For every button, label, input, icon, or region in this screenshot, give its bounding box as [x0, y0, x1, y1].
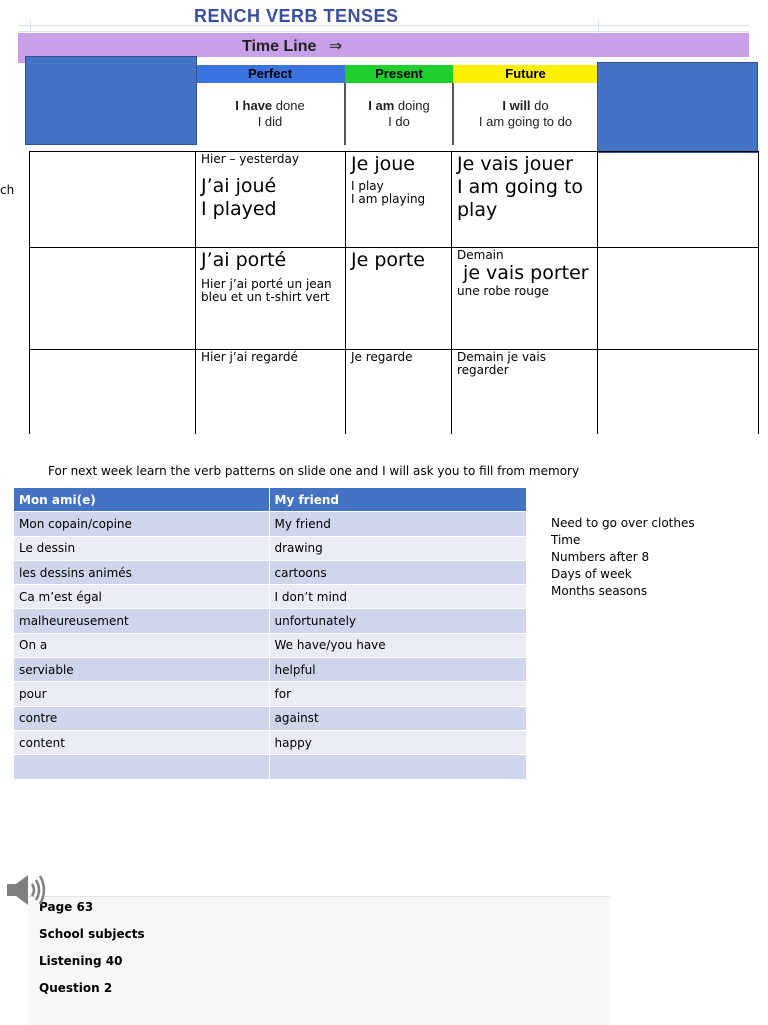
vocab-cell-french: Mon copain/copine	[14, 512, 269, 536]
vocab-cell-french: les dessins animés	[14, 560, 269, 584]
vocab-cell-english: unfortunately	[269, 609, 526, 633]
vocab-cell-english	[269, 755, 526, 779]
verb-row	[30, 152, 759, 248]
vocab-cell-english: helpful	[269, 658, 526, 682]
tense-example-bold: I am	[368, 98, 395, 113]
verb-text-small: Demain	[457, 248, 504, 262]
verb-cell-future	[452, 152, 598, 248]
vocab-cell-french: malheureusement	[14, 609, 269, 633]
verb-text-big: J’ai porté	[201, 249, 287, 271]
verb-text-small: Hier – yesterday	[201, 152, 299, 166]
verb-cell-present	[346, 350, 452, 434]
vocab-row	[14, 706, 526, 730]
verb-row	[30, 350, 759, 434]
vocab-row	[14, 755, 526, 779]
vocab-cell-english: cartoons	[269, 560, 526, 584]
tense-example-perfect	[195, 98, 345, 130]
note-item: Time	[551, 533, 581, 547]
verb-cell-empty	[30, 248, 196, 350]
vocab-cell-french	[14, 755, 269, 779]
tense-example-line2: I did	[257, 114, 283, 129]
bottom-note-listening: Listening 40	[39, 954, 123, 968]
tense-header-present: Present	[345, 65, 453, 83]
tense-example-future	[453, 98, 598, 130]
verb-text-small: Je regarde	[351, 350, 413, 364]
verb-text-big: I am going to	[457, 176, 584, 198]
vocab-header-french: Mon ami(e)	[14, 488, 269, 512]
instruction-text: For next week learn the verb patterns on slide one and I will ask you to fill from memory	[48, 464, 580, 478]
note-item: Numbers after 8	[551, 550, 650, 564]
tense-example-rest: do	[530, 98, 549, 113]
verb-text-small: Demain je vais	[457, 350, 546, 364]
tense-example-rest: done	[272, 98, 305, 113]
vocab-cell-english: drawing	[269, 536, 526, 560]
vocab-cell-english: for	[269, 682, 526, 706]
vocab-header-english: My friend	[269, 488, 526, 512]
note-item: Days of week	[551, 567, 632, 581]
blue-cover-box-left	[25, 56, 197, 145]
verb-cell-perfect	[196, 152, 346, 248]
vocab-cell-french: Le dessin	[14, 536, 269, 560]
verb-text-small: I am playing	[351, 192, 426, 206]
vocab-cell-french: On a	[14, 633, 269, 657]
verb-text-small: une robe rouge	[457, 284, 549, 298]
verb-cell-future	[452, 248, 598, 350]
verb-text-small: I play	[351, 179, 384, 193]
slide-gridline	[30, 20, 31, 34]
vocab-row	[14, 536, 526, 560]
tense-example-present	[345, 98, 453, 130]
notes-list	[551, 515, 695, 600]
vocab-row	[14, 512, 526, 536]
verb-row	[30, 248, 759, 350]
verb-cell-present	[346, 152, 452, 248]
vocab-cell-french: content	[14, 730, 269, 754]
verb-text-big: Je joue	[351, 153, 415, 175]
verb-cell-empty	[598, 152, 759, 248]
verb-text-big: I played	[201, 198, 277, 220]
vocab-table	[14, 488, 527, 780]
vocab-cell-english: I don’t mind	[269, 585, 526, 609]
verb-cell-empty	[30, 350, 196, 434]
blue-cover-box-right	[597, 62, 758, 153]
bottom-note-page: Page 63	[39, 900, 94, 914]
vocab-row	[14, 658, 526, 682]
verb-text-small: regarder	[457, 363, 509, 377]
verb-cell-present	[346, 248, 452, 350]
verb-cell-perfect	[196, 350, 346, 434]
verb-cell-empty	[30, 152, 196, 248]
tense-example-bold: I have	[235, 98, 273, 113]
verb-text-big: Je porte	[351, 249, 425, 271]
timeline-bar	[18, 33, 749, 57]
slide-gridline	[18, 31, 749, 32]
vocab-cell-french: serviable	[14, 658, 269, 682]
tense-example-line2: I am going to do	[478, 114, 573, 129]
timeline-label	[242, 36, 342, 56]
timeline-text: Time Line	[242, 38, 317, 55]
side-text-fragment: ch	[0, 183, 15, 197]
vocab-cell-english: We have/you have	[269, 633, 526, 657]
tense-header-perfect: Perfect	[195, 65, 345, 83]
bottom-note-subjects: School subjects	[39, 927, 145, 941]
verb-text-big: play	[457, 199, 498, 221]
vocab-row	[14, 609, 526, 633]
tense-example-line2: I do	[388, 114, 410, 129]
tense-example-bold: I will	[502, 98, 531, 113]
vocab-cell-french: contre	[14, 706, 269, 730]
verb-text-small: Hier j’ai porté un jean	[201, 277, 332, 291]
vocab-header-row	[14, 488, 526, 512]
vocab-row	[14, 730, 526, 754]
verb-text-big: J’ai joué	[201, 175, 277, 197]
verb-text-small: bleu et un t-shirt vert	[201, 290, 330, 304]
slide-title: RENCH VERB TENSES	[194, 6, 399, 26]
verb-text-small: Hier j’ai regardé	[201, 350, 298, 364]
slide-gridline	[598, 20, 599, 34]
note-item: Need to go over clothes	[551, 516, 695, 530]
vocab-cell-english: My friend	[269, 512, 526, 536]
vocab-cell-french: Ca m’est égal	[14, 585, 269, 609]
verb-cell-empty	[598, 248, 759, 350]
verb-table	[29, 151, 759, 434]
vocab-row	[14, 682, 526, 706]
vocab-cell-french: pour	[14, 682, 269, 706]
vocab-row	[14, 560, 526, 584]
arrow-icon: ⇒	[328, 38, 343, 55]
vocab-row	[14, 585, 526, 609]
verb-cell-perfect	[196, 248, 346, 350]
verb-text-big: Je vais jouer	[457, 153, 573, 175]
bottom-note-question: Question 2	[39, 981, 113, 995]
vocab-cell-english: against	[269, 706, 526, 730]
tense-example-rest: doing	[394, 98, 430, 113]
tense-header-future: Future	[453, 65, 598, 83]
speaker-icon[interactable]	[6, 872, 46, 908]
verb-cell-future	[452, 350, 598, 434]
note-item: Months seasons	[551, 584, 648, 598]
verb-text-big: je vais porter	[457, 262, 589, 284]
vocab-cell-english: happy	[269, 730, 526, 754]
verb-cell-empty	[598, 350, 759, 434]
vocab-row	[14, 633, 526, 657]
